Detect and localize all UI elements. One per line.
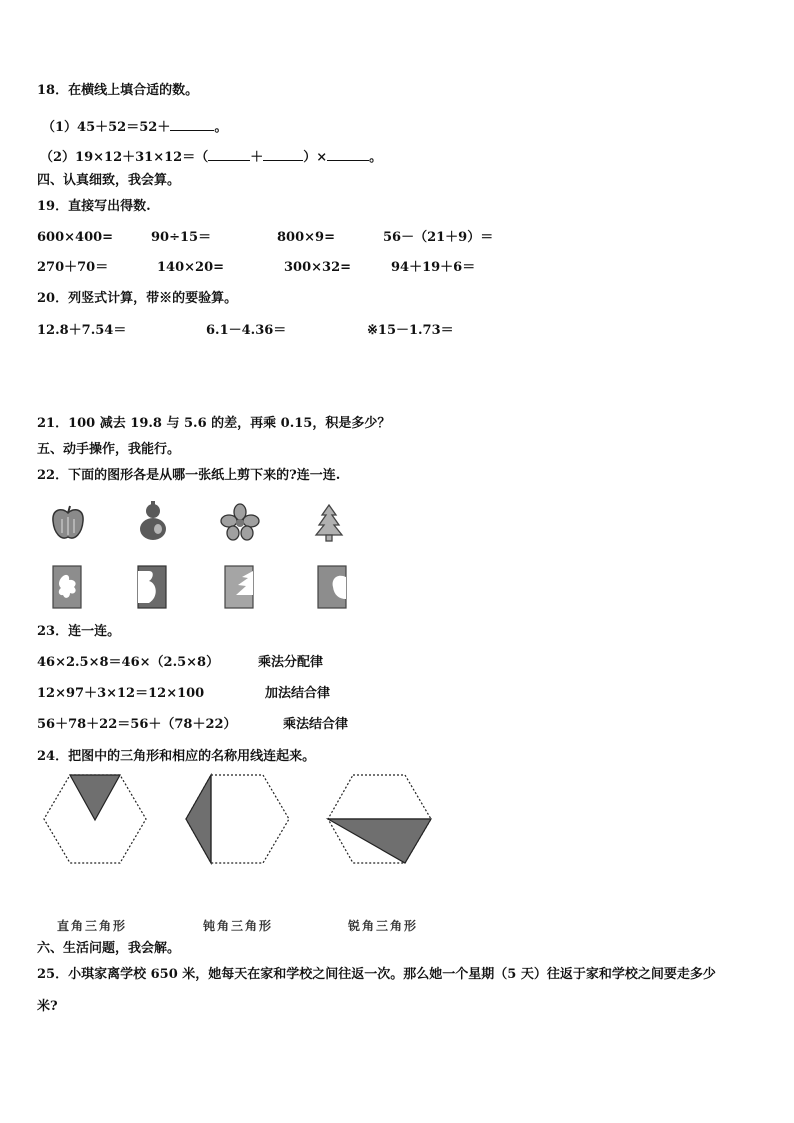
hexagon-figure-2	[183, 773, 293, 865]
q24-label-3: 锐角三角形	[348, 919, 419, 933]
q18-part2	[40, 146, 382, 167]
hexagon-figure-3	[325, 773, 435, 865]
hexagon-figure-1	[40, 773, 150, 865]
section-6-heading: 六、生活问题，我会解。	[37, 941, 181, 956]
paper-with-apple-hole	[317, 565, 347, 609]
q20-item-3: ※15－1.73＝	[367, 323, 454, 338]
q18-part1-end: 。	[214, 120, 228, 135]
q21-text: 21．100 减去 19.8 与 5.6 的差，再乘 0.15，积是多少？	[37, 416, 391, 431]
q23-right-2: 加法结合律	[265, 686, 331, 701]
q23-left-2: 12×97＋3×12＝12×100	[37, 686, 205, 701]
section-4-heading: 四、认真细致，我会算。	[37, 173, 181, 188]
q18-title: 18．在横线上填合适的数。	[37, 83, 199, 98]
answer-blank[interactable]	[263, 146, 303, 161]
paper-with-gourd-hole	[137, 565, 167, 609]
q19-r1-c2: 90÷15＝	[151, 230, 212, 245]
answer-blank[interactable]	[208, 146, 250, 161]
q19-r2-c2: 140×20=	[157, 260, 225, 275]
q24-title: 24．把图中的三角形和相应的名称用线连起来。	[37, 749, 316, 764]
q18-part2-plus: ＋	[250, 150, 264, 165]
q23-title: 23．连一连。	[37, 624, 121, 639]
gourd-icon	[134, 500, 172, 542]
answer-blank[interactable]	[170, 116, 214, 131]
q20-item-2: 6.1－4.36＝	[206, 323, 287, 338]
q19-r2-c1: 270＋70＝	[37, 260, 109, 275]
q18-part1-text: （1）45＋52＝52＋	[42, 120, 171, 135]
q18-part2-text: （2）19×12＋31×12＝（	[40, 150, 209, 165]
q25-line-1: 25．小琪家离学校 650 米，她每天在家和学校之间往返一次。那么她一个星期（5 天）往返于家和学校之间要走多少	[37, 967, 716, 982]
q20-title: 20．列竖式计算，带※的要验算。	[37, 291, 238, 306]
q19-title: 19．直接写出得数.	[37, 199, 151, 214]
q19-r1-c4: 56－（21＋9）＝	[383, 230, 494, 245]
paper-with-flower-hole	[52, 565, 82, 609]
q19-r1-c1: 600×400=	[37, 230, 114, 245]
q19-r2-c4: 94＋19＋6＝	[391, 260, 476, 275]
q19-r2-c3: 300×32=	[284, 260, 352, 275]
q19-r1-c3: 800×9=	[277, 230, 335, 245]
flower-icon	[220, 503, 260, 541]
q18-part1	[42, 116, 227, 137]
apple-icon	[48, 503, 88, 543]
q23-right-3: 乘法结合律	[283, 717, 349, 732]
q24-label-2: 钝角三角形	[203, 919, 274, 933]
q24-label-1: 直角三角形	[57, 919, 128, 933]
q23-right-1: 乘法分配律	[258, 655, 324, 670]
q25-line-2: 米?	[37, 999, 58, 1014]
paper-with-tree-hole	[224, 565, 254, 609]
q20-item-1: 12.8＋7.54＝	[37, 323, 127, 338]
q23-left-1: 46×2.5×8＝46×（2.5×8）	[37, 655, 220, 670]
answer-blank[interactable]	[327, 146, 369, 161]
q23-left-3: 56＋78＋22＝56＋（78＋22）	[37, 717, 237, 732]
tree-icon	[314, 503, 344, 543]
q18-part2-end: 。	[369, 150, 383, 165]
q22-title: 22．下面的图形各是从哪一张纸上剪下来的?连一连.	[37, 468, 341, 483]
q18-part2-times: ）×	[303, 150, 328, 165]
section-5-heading: 五、动手操作，我能行。	[37, 442, 181, 457]
